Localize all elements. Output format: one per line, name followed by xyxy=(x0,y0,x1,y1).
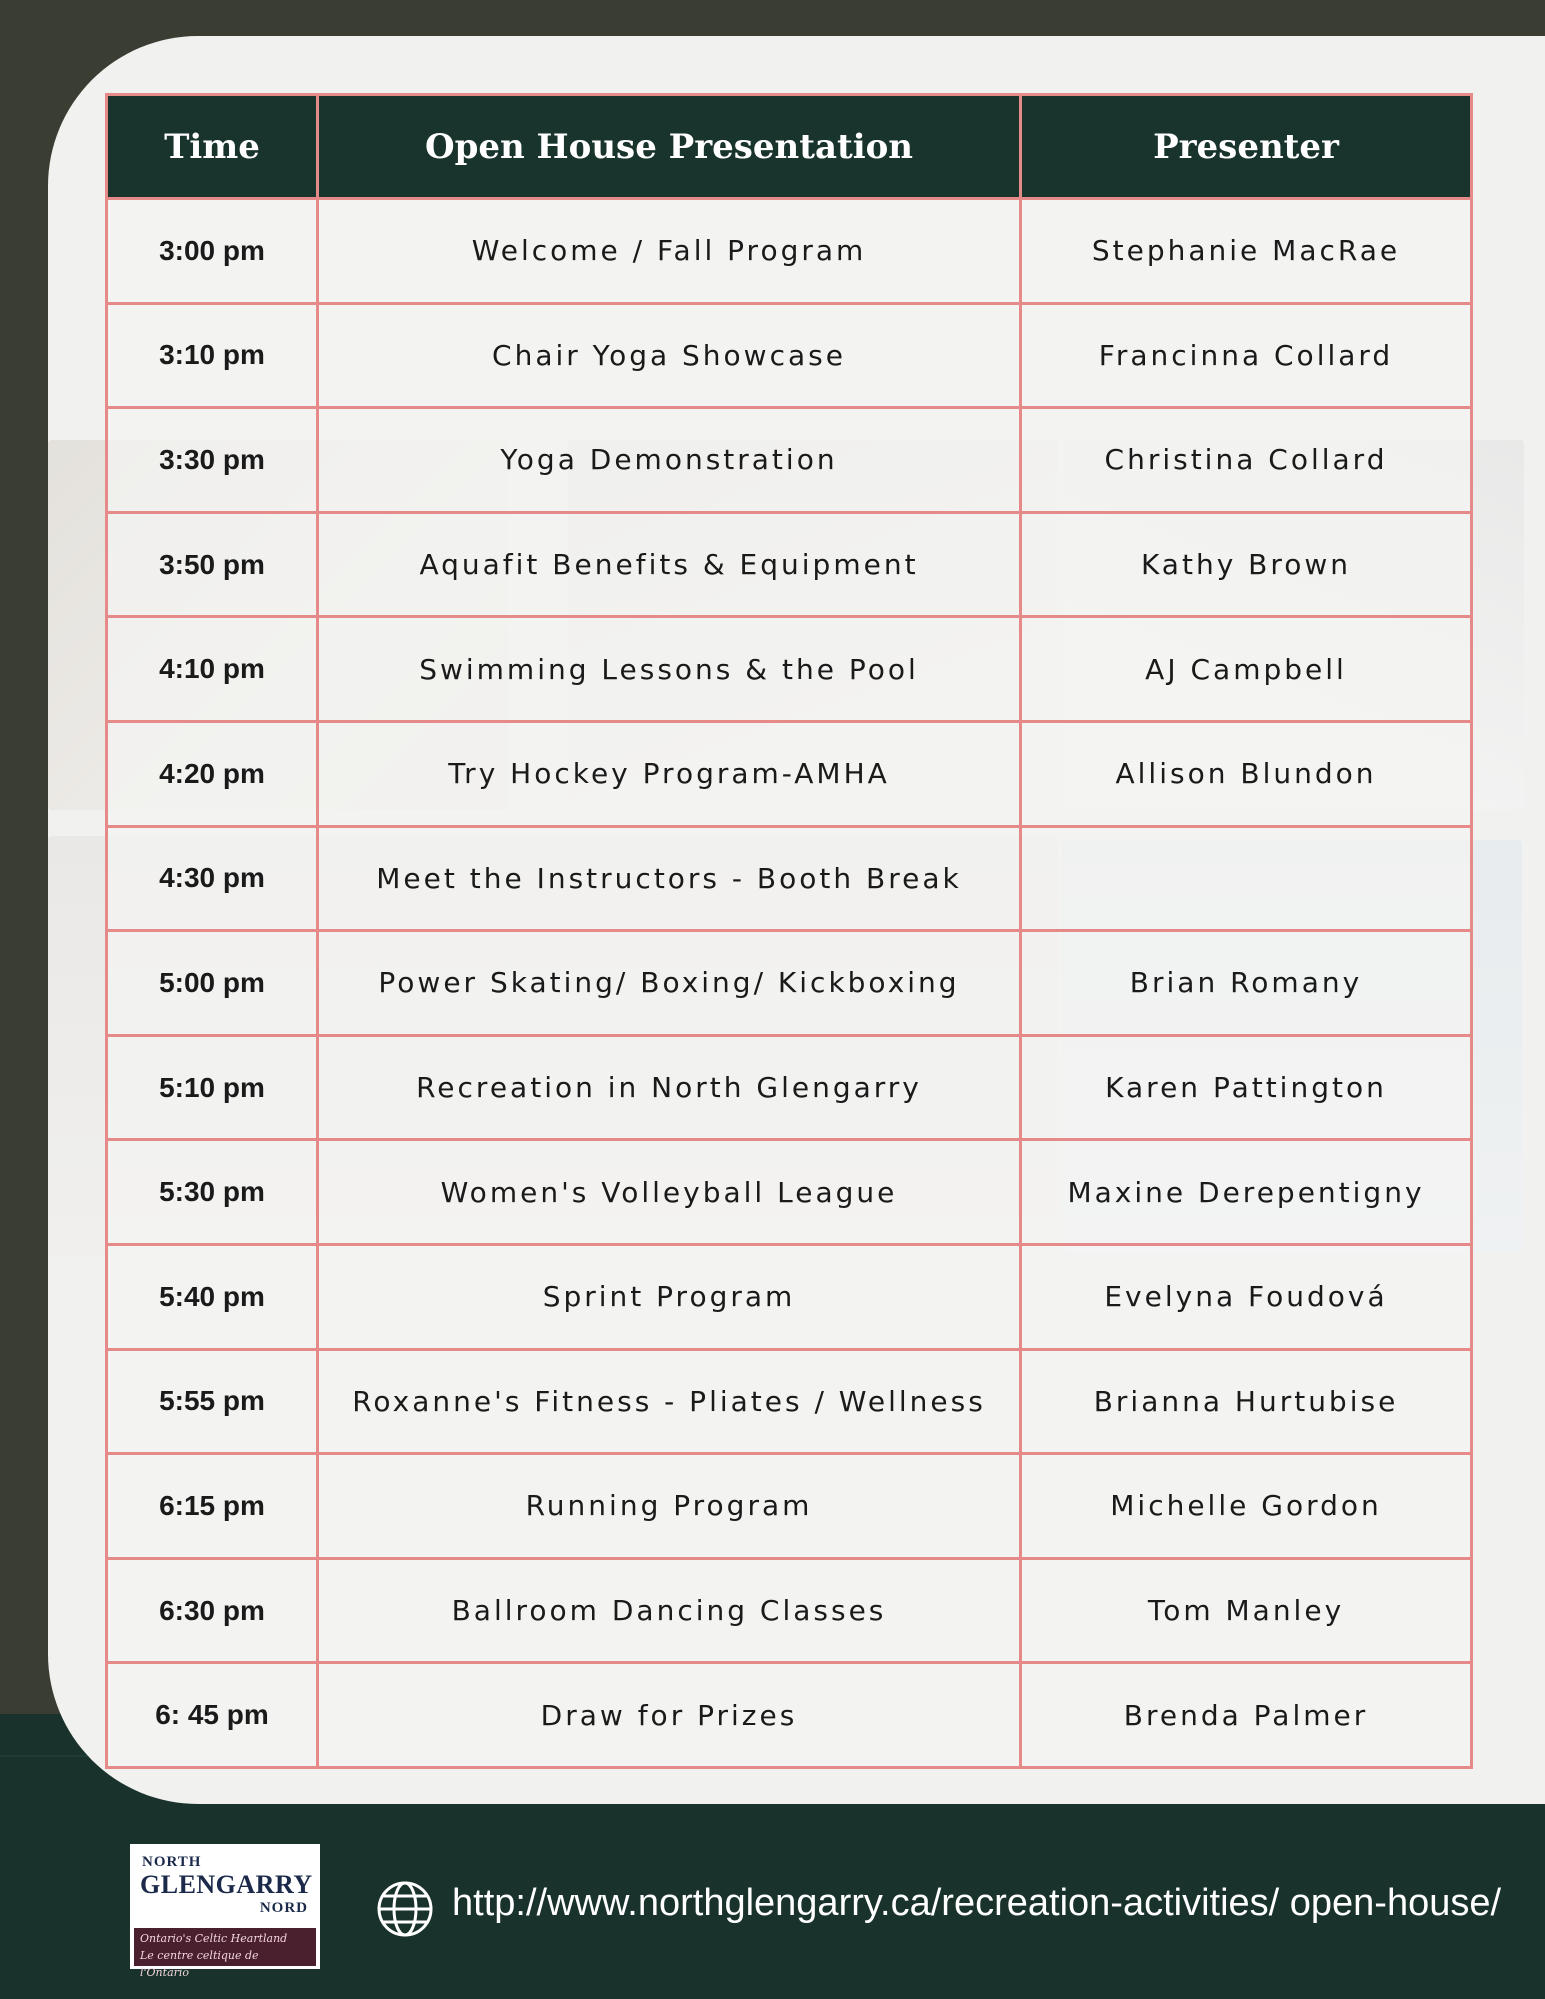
table-row xyxy=(107,826,1472,931)
logo-north-text: NORTH xyxy=(142,1854,202,1870)
time-cell: 4:30 pm xyxy=(107,826,318,931)
presentation-cell: Meet the Instructors - Booth Break xyxy=(318,826,1021,931)
presenter-cell: Kathy Brown xyxy=(1021,512,1472,617)
presenter-cell: AJ Campbell xyxy=(1021,617,1472,722)
presentation-cell: Aquafit Benefits & Equipment xyxy=(318,512,1021,617)
logo-tagline-fr: Le centre celtique de l'Ontario xyxy=(140,1949,259,1979)
logo-tagline xyxy=(134,1928,316,1979)
table-row xyxy=(107,617,1472,722)
time-cell: 3:30 pm xyxy=(107,408,318,513)
presentation-cell: Sprint Program xyxy=(318,1244,1021,1349)
header-presenter: Presenter xyxy=(1021,95,1472,199)
time-cell: 5:55 pm xyxy=(107,1349,318,1454)
time-cell: 3:00 pm xyxy=(107,199,318,304)
presenter-cell: Maxine Derepentigny xyxy=(1021,1140,1472,1245)
presenter-cell: Karen Pattington xyxy=(1021,1035,1472,1140)
presentation-cell: Welcome / Fall Program xyxy=(318,199,1021,304)
table-row xyxy=(107,1349,1472,1454)
presentation-cell: Swimming Lessons & the Pool xyxy=(318,617,1021,722)
presenter-cell: Christina Collard xyxy=(1021,408,1472,513)
presenter-cell: Brian Romany xyxy=(1021,931,1472,1036)
presentation-cell: Try Hockey Program-AMHA xyxy=(318,721,1021,826)
table-row xyxy=(107,1454,1472,1559)
time-cell: 3:10 pm xyxy=(107,303,318,408)
schedule-table xyxy=(105,93,1473,1769)
presenter-cell: Michelle Gordon xyxy=(1021,1454,1472,1559)
table-row xyxy=(107,512,1472,617)
presenter-cell: Stephanie MacRae xyxy=(1021,199,1472,304)
time-cell: 5:30 pm xyxy=(107,1140,318,1245)
time-cell: 4:10 pm xyxy=(107,617,318,722)
presentation-cell: Power Skating/ Boxing/ Kickboxing xyxy=(318,931,1021,1036)
presentation-cell: Women's Volleyball League xyxy=(318,1140,1021,1245)
presenter-cell: Tom Manley xyxy=(1021,1558,1472,1663)
table-row xyxy=(107,199,1472,304)
presenter-cell: Brenda Palmer xyxy=(1021,1663,1472,1768)
globe-icon xyxy=(375,1879,435,1939)
header-time: Time xyxy=(107,95,318,199)
table-row xyxy=(107,721,1472,826)
presentation-cell: Yoga Demonstration xyxy=(318,408,1021,513)
table-row xyxy=(107,1558,1472,1663)
presentation-cell: Chair Yoga Showcase xyxy=(318,303,1021,408)
presenter-cell xyxy=(1021,826,1472,931)
presenter-cell: Allison Blundon xyxy=(1021,721,1472,826)
north-glengarry-logo xyxy=(130,1844,320,1979)
time-cell: 6: 45 pm xyxy=(107,1663,318,1768)
time-cell: 6:15 pm xyxy=(107,1454,318,1559)
website-link[interactable]: http://www.northglengarry.ca/recreation-activities/ open-house/ xyxy=(452,1882,1502,1924)
presentation-cell: Recreation in North Glengarry xyxy=(318,1035,1021,1140)
logo-tagline-en: Ontario's Celtic Heartland xyxy=(140,1932,288,1945)
presentation-cell: Roxanne's Fitness - Pliates / Wellness xyxy=(318,1349,1021,1454)
presenter-cell: Evelyna Foudová xyxy=(1021,1244,1472,1349)
time-cell: 6:30 pm xyxy=(107,1558,318,1663)
logo-nord-text: NORD xyxy=(259,1900,308,1916)
table-row xyxy=(107,303,1472,408)
table-row xyxy=(107,1663,1472,1768)
presenter-cell: Brianna Hurtubise xyxy=(1021,1349,1472,1454)
header-presentation: Open House Presentation xyxy=(318,95,1021,199)
logo-main-text: GLENGARRY xyxy=(140,1870,313,1899)
time-cell: 4:20 pm xyxy=(107,721,318,826)
time-cell: 5:00 pm xyxy=(107,931,318,1036)
table-row xyxy=(107,1140,1472,1245)
table-header-row xyxy=(107,95,1472,199)
time-cell: 5:40 pm xyxy=(107,1244,318,1349)
table-row xyxy=(107,931,1472,1036)
schedule-body xyxy=(107,199,1472,1768)
time-cell: 5:10 pm xyxy=(107,1035,318,1140)
presenter-cell: Francinna Collard xyxy=(1021,303,1472,408)
table-row xyxy=(107,1035,1472,1140)
time-cell: 3:50 pm xyxy=(107,512,318,617)
presentation-cell: Draw for Prizes xyxy=(318,1663,1021,1768)
presentation-cell: Running Program xyxy=(318,1454,1021,1559)
table-row xyxy=(107,1244,1472,1349)
presentation-cell: Ballroom Dancing Classes xyxy=(318,1558,1021,1663)
table-row xyxy=(107,408,1472,513)
